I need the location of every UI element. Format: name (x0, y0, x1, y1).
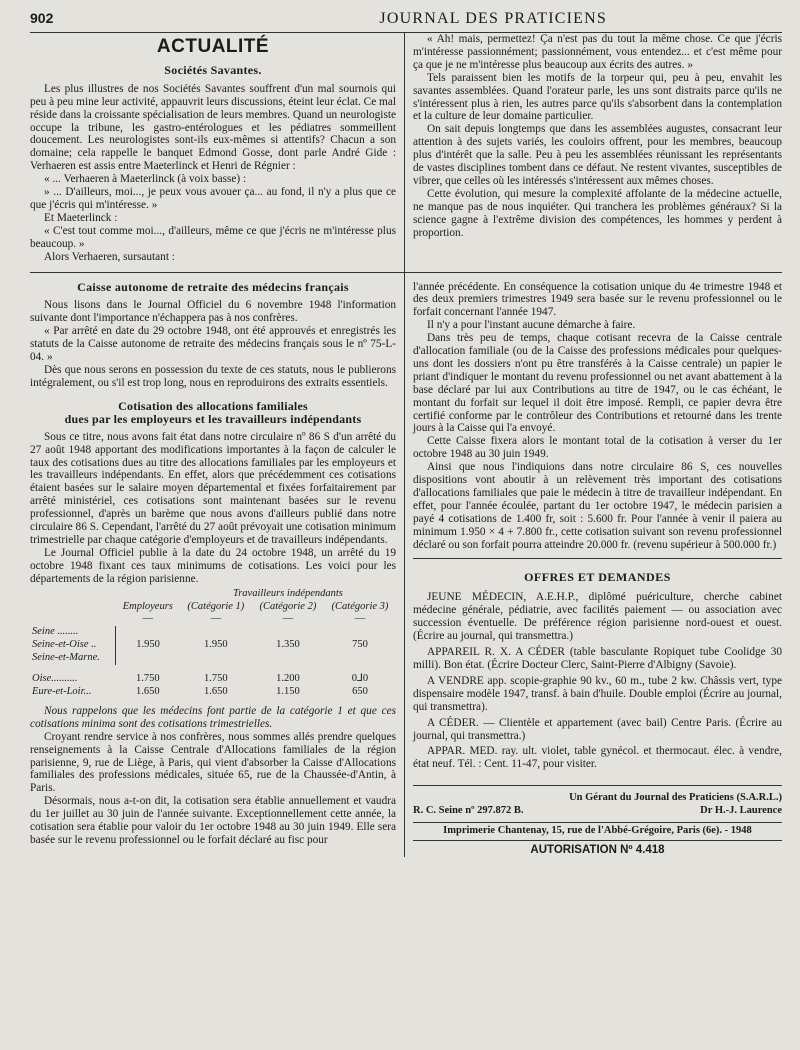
department-name: Seine-et-Marne. (32, 652, 100, 664)
table-dash: — (282, 613, 294, 625)
bottom-left-column (30, 273, 405, 857)
top-right-column (405, 33, 782, 272)
page-number: 902 (30, 10, 54, 26)
department-name: Seine ........ (32, 626, 79, 638)
rc-number: R. C. Seine nº 297.872 B. (413, 805, 524, 817)
top-left-column (30, 33, 405, 272)
article-title: Caisse autonome de retraite des médecins français (77, 279, 349, 294)
journal-title: JOURNAL DES PRATICIENS (379, 10, 607, 27)
paragraph: Et Maeterlinck : (44, 211, 118, 224)
paragraph: Le Journal Officiel publie à la date du 24 octobre 1948, un arrêté du 19 octobre 1948 fixant ces taux minimums de cotisations. Les voici pour les départements de la région parisienne. (30, 546, 396, 585)
table-header: Employeurs (122, 600, 173, 612)
bottom-right-column (405, 273, 782, 857)
table-row (30, 673, 396, 699)
classified-ad: A VENDRE app. scopie-graphie 90 kv., 60 m., tube 2 kw. Châssis vert, type dispensaire modèle 1947, transf. à bain d'huile. Double emploi (Écrire au journal, qui transmettra). (413, 674, 782, 713)
department-name: Seine-et-Oise .. (32, 639, 97, 651)
table-row (30, 626, 396, 665)
paragraph: Ainsi que nous l'indiquions dans notre circulaire 86 S, ces nouvelles dispositions vont aboutir à un relèvement très important des cotisations d'allocations familiales que paie le médecin à titre de travailleur indépendant. En effet, pour l'année écoulée, partant du 1er octobre 1947, le médecin parisien a payé 4 cotisations de 1.400 fr, soit : 5.600 fr. Pour l'année à venir il paiera au minimum 1.950 × 4 + 7.800 fr., cette cotisation suivant son revenu professionnel déclaré ou son forfait pourra atteindre 20.000 fr. (revenu supérieur à 500.000 fr.) (413, 461, 782, 551)
classified-ad: APPAR. MED. ray. ult. violet, table gynécol. et thermocaut. élec. à vendre, état neuf. Tél. : Cent. 11-47, pour visiter. (413, 745, 782, 771)
paragraph: « Ah! mais, permettez! Ça n'est pas du tout la même chose. Ce que j'écris m'intéresse passionnément; passionnément, vous entendez... et c'est même pour ça que je ne m'intéresse plus beaucoup aux écrits des autres. » (413, 33, 782, 71)
page-header (30, 12, 782, 33)
table-caption: Travailleurs indépendants (232, 587, 343, 599)
table-cell: 1.750 1.650 (204, 673, 228, 697)
table-dash: — (210, 613, 222, 625)
classified-ad: APPAREIL R. X. A CÉDER (table basculante Ropiquet tube Coolidge 30 milli). Bon état. (Écrire Docteur Clerc, Saint-Pierre d'Albigny (Savoie). (413, 646, 782, 671)
paragraph: « C'est tout comme moi..., d'ailleurs, même ce que j'écris ne m'intéresse plus beaucoup. » (30, 224, 396, 250)
paragraph: Dans très peu de temps, chaque cotisant recevra de la Caisse centrale d'allocation familiale (ou de la Caisse des professions médicales pour quelques-uns dont les dossiers n'ont pu être transférés à la Caisse centrale) un papier le priant d'indiquer le montant du revenu professionnel ou net avant abattement à la base déclaré par lui aux Contributions au titre de 1947, ou le cas échéant, le montant du forfait sur lequel il doit être imposé. Rempli, ce papier devra être certifié conforme par le contrôleur des Contributions et retourné dans les trente jours à la Caisse qui l'a envoyé. (413, 332, 782, 435)
paragraph: Alors Verhaeren, sursautant : (44, 250, 175, 263)
table-dash: — (142, 613, 154, 625)
table-cell: 0⅃0 650 (351, 673, 369, 697)
gerant-name: Dr H.-J. Laurence (700, 805, 782, 817)
paragraph: Nous rappelons que les médecins font partie de la catégorie 1 et que ces cotisations minima sont des cotisations trimestrielles. (30, 704, 396, 730)
paragraph: « Par arrêté en date du 29 octobre 1948, ont été approuvés et enregistrés les statuts de la Caisse autonome de retraite des médecins français sous le nº 75-L-04. » (30, 325, 396, 364)
table-header: (Catégorie 2) (259, 600, 317, 612)
table-cell: 750 (352, 639, 368, 651)
table-cell: 1.350 (276, 639, 300, 651)
table-cell: 1.950 (136, 639, 160, 651)
paragraph: Désormais, nous a-t-on dit, la cotisation sera établie annuellement et vaudra du 1er juillet au 30 juin de l'année suivante. Exceptionnellement cette année, la cotisation sera établie pour valoir du 1er octobre 1948 au 30 juin 1949. Elle sera basée sur le revenu professionnel ou le forfait déclaré au fisc pour (30, 795, 396, 846)
paragraph: Croyant rendre service à nos confrères, nous sommes allés prendre quelques renseignements à la Caisse Centrale d'Allocations familiales de la région parisienne, 9, rue de Liège, à Paris, qui vient d'absorber la Caisse d'Allocations familiales des professions médicales, située 65, rue de la Chaussée-d'Antin, à Paris. (30, 730, 396, 795)
offers-heading: OFFRES ET DEMANDES (524, 569, 671, 584)
paragraph: Tels paraissent bien les motifs de la torpeur qui, peu à peu, envahit les savantes assemblées. Quand l'orateur parle, les uns sont distraits parce qu'ils ne s'intéressent plus à rien, les autres parce qu'ils s'absorbent dans la contemplation et la culture de leur domaine particulier. (413, 71, 782, 123)
paragraph: « ... Verhaeren à Maeterlinck (à voix basse) : (44, 173, 247, 186)
paragraph: Dès que nous serons en possession du texte de ces statuts, nous le publierons intégralement, ou s'il est trop long, nous en reproduirons des extraits essentiels. (30, 363, 396, 389)
classified-ad: A CÉDER. — Clientèle et appartement (avec bail) Centre Paris. (Écrire au journal, qui transmettra.) (413, 716, 782, 742)
top-section (30, 33, 782, 273)
paragraph: Cette Caisse fixera alors le montant total de la cotisation à verser du 1er octobre 1948 au 30 juin 1949. (413, 435, 782, 461)
paragraph: Les plus illustres de nos Sociétés Savantes souffrent d'un mal sournois qui peu à peu mine leur activité, appauvrit leurs discussions, éteint leur éclat. Ce mal réside dans la croissante spécialisation de leurs membres. Quand un neurologiste occupe la tribune, les gastro-entérologues et les pédiatres sommeillent doucement. Les neurologistes sont-ils eux-mêmes si attentifs? Chacun a son domaine; cela rappelle le banquet Edmond Gosse, dont parle André Gide : Verhaeren est assis entre Maeterlinck et Henri de Régnier : (30, 82, 396, 173)
registration-line (413, 805, 782, 818)
gerant-line: Un Gérant du Journal des Praticiens (S.A.R.L.) (569, 792, 782, 804)
authorization-number: AUTORISATION Nº 4.418 (530, 843, 665, 856)
printer-line: Imprimerie Chantenay, 15, rue de l'Abbé-Grégoire, Paris (6e). - 1948 (413, 822, 782, 841)
paragraph: Nous lisons dans le Journal Officiel du 6 novembre 1948 l'information suivante dont l'importance n'échappera pas à nos confrères. (30, 299, 396, 325)
table-cell: 1.950 (204, 639, 228, 651)
table-header: (Catégorie 3) (331, 600, 389, 612)
paragraph: Sous ce titre, nous avons fait état dans notre circulaire nº 86 S d'un arrêté du 27 août 1948 apportant des modifications importantes à la façon de calculer le taux des cotisations dues au titre des allocations familiales par les employeurs et les travailleurs indépendants. En effet, alors que précédemment ces cotisations étaient basées sur le salaire moyen départemental et fixées forfaitairement par arrêté ministériel, ces cotisations sont maintenant basées sur le revenu professionnel, d'après un barème que nous avons d'ailleurs publié dans notre circulaire 86 S. Cependant, l'arrêté du 27 août prévoyait une cotisation minimum trimestrielle par chaque catégorie d'employeurs et de travailleurs indépendants. (30, 430, 396, 546)
paragraph: » ... D'ailleurs, moi..., je peux vous avouer ça... au fond, il n'y a plus que ce que j'écris qui m'intéresse. » (30, 186, 396, 211)
imprint-footer (413, 785, 782, 857)
bottom-section (30, 273, 782, 857)
table-header: (Catégorie 1) (187, 600, 245, 612)
cotisation-table (30, 588, 396, 699)
article-title: Sociétés Savantes. (164, 62, 262, 77)
department-name: Oise.......... (32, 673, 78, 685)
table-row-label (30, 626, 116, 665)
article-title (30, 400, 396, 426)
table-cell: 1.200 1.150 (276, 673, 300, 697)
classified-ad: JEUNE MÉDECIN, A.E.H.P., diplômé puériculture, cherche cabinet médecine générale, pédiatrie, avec facilités paiement — ou association avec succession éventuelle. De préférence région parisienne nord-ouest et ouest. (Écrire au journal, qui transmettra.) (413, 591, 782, 643)
paragraph: On sait depuis longtemps que dans les assemblées augustes, consacrant leur attention à des sujets variés, les couloirs offrent, pour les membres, beaucoup plus d'intérêt que la salle. Peu à peu les assemblées réunissant les représentants de vastes disciplines tombent dans ce défaut. Ne restent vivantes, susceptibles de vibrer, que celles où les intéressés s'intéressent aux mêmes choses. (413, 123, 782, 187)
paragraph: l'année précédente. En conséquence la cotisation unique du 4e trimestre 1948 et des deux premiers trimestres 1949 sera basée sur le revenu professionnel ou le forfait concernant l'année 1947. (413, 280, 782, 319)
table-row-label (30, 673, 116, 699)
table-header (30, 601, 116, 614)
article-title-line: Cotisation des allocations familiales (118, 398, 308, 413)
department-name: Eure-et-Loir... (32, 685, 92, 697)
article-title-line: dues par les employeurs et les travailleurs indépendants (64, 411, 362, 426)
table-cell: 1.750 1.650 (135, 673, 160, 697)
paragraph: Il n'y a pour l'instant aucune démarche à faire. (427, 319, 636, 332)
paragraph: Cette évolution, qui mesure la complexité affolante de la médecine actuelle, ne manque pas de nous inquiéter. Qui tranchera les problèmes généraux? Si la science gagne à l'extrême division des compétences, les hommes y perdent à proportion. (413, 187, 782, 239)
table-dash: — (354, 613, 366, 625)
section-heading: ACTUALITÉ (156, 36, 270, 57)
